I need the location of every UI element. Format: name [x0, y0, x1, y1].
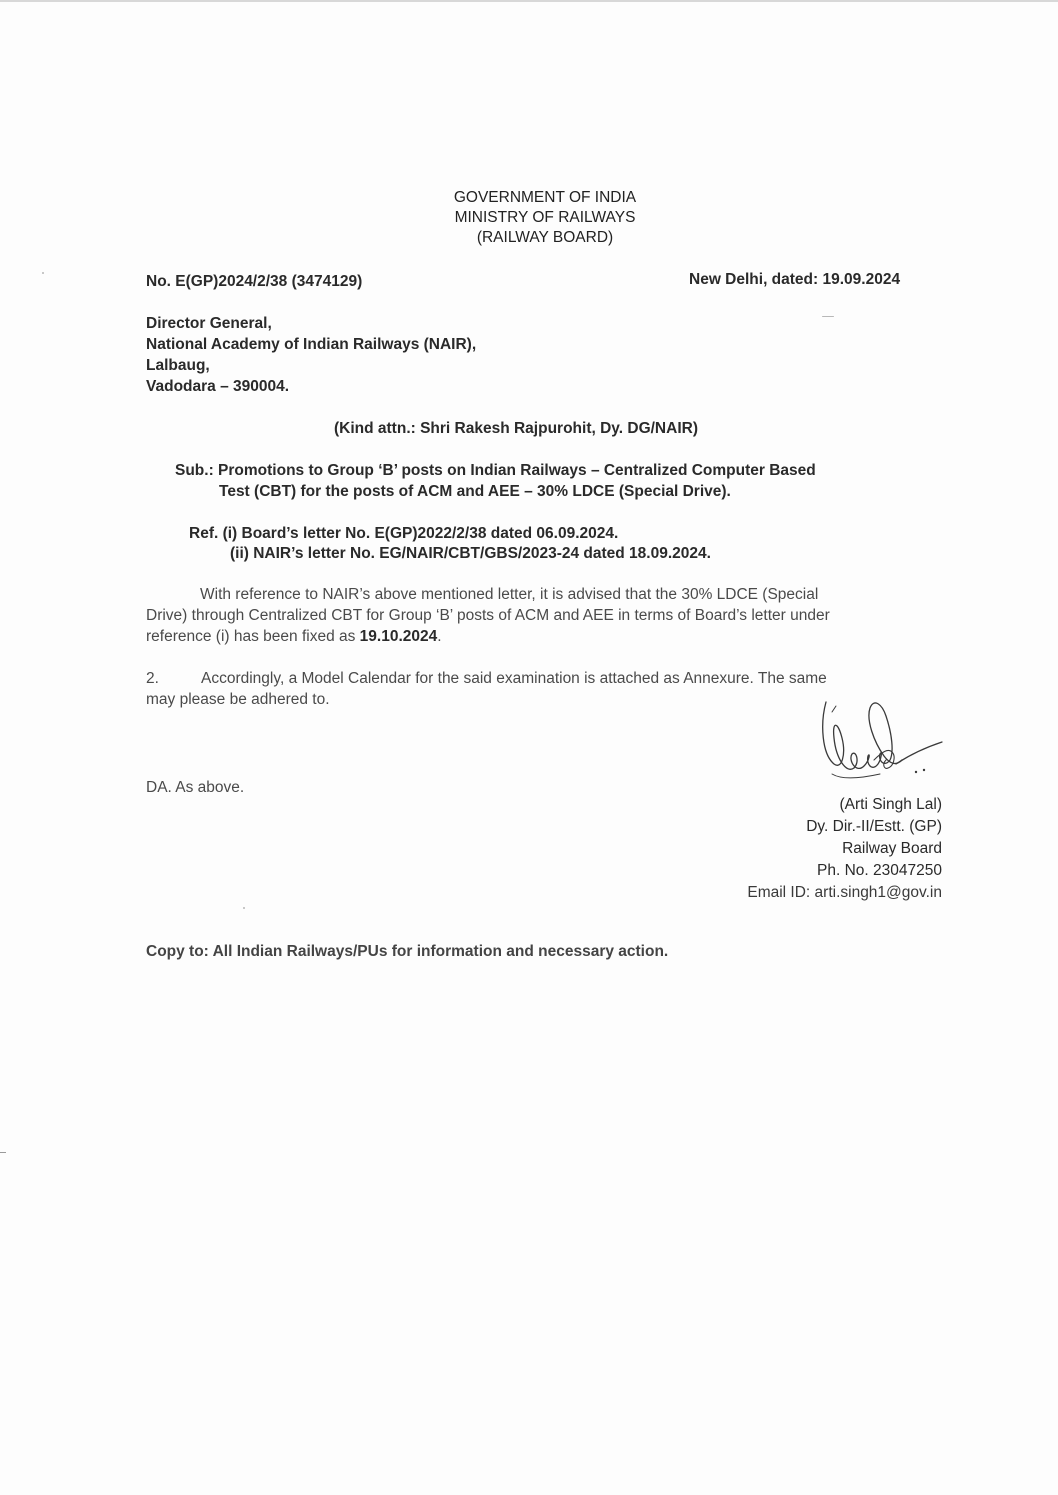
paragraph-number: 2. — [146, 670, 159, 687]
handwritten-signature — [812, 694, 952, 804]
signatory-name: (Arti Singh Lal) — [839, 796, 942, 813]
copy-to-line: Copy to: All Indian Railways/PUs for information and necessary action. — [146, 943, 669, 960]
paragraph-line: Accordingly, a Model Calendar for the said examination is attached as Annexure. The same — [201, 670, 827, 687]
signatory-phone: Ph. No. 23047250 — [817, 862, 942, 879]
subject-line: Sub.: Promotions to Group ‘B’ posts on Indian Railways – Centralized Computer Based — [175, 462, 816, 479]
addressee-line: Vadodara – 390004. — [146, 378, 290, 395]
paragraph-text: . — [437, 628, 442, 645]
paragraph-line — [146, 627, 442, 646]
reference-line: Ref. (i) Board’s letter No. E(GP)2022/2/38 dated 06.09.2024. — [189, 525, 619, 542]
kind-attention: (Kind attn.: Shri Rakesh Rajpurohit, Dy. DG/NAIR) — [334, 420, 698, 437]
letterhead — [380, 188, 710, 248]
fold-mark — [0, 1152, 6, 1153]
reference-line: (ii) NAIR’s letter No. EG/NAIR/CBT/GBS/2023-24 dated 18.09.2024. — [230, 545, 711, 562]
scan-edge — [0, 0, 1058, 2]
letterhead-government: GOVERNMENT OF INDIA — [453, 189, 637, 206]
addressee-line: Lalbaug, — [146, 357, 210, 374]
addressee-line: Director General, — [146, 315, 272, 332]
signatory-office: Railway Board — [842, 840, 942, 857]
paragraph-line: With reference to NAIR’s above mentioned letter, it is advised that the 30% LDCE (Special — [200, 586, 819, 603]
scan-speck — [42, 272, 44, 274]
signatory-designation: Dy. Dir.-II/Estt. (GP) — [806, 818, 942, 835]
addressee-line: National Academy of Indian Railways (NAIR), — [146, 336, 477, 353]
scan-speck — [243, 907, 245, 909]
letter-date: New Delhi, dated: 19.09.2024 — [689, 271, 901, 288]
paragraph-text: reference (i) has been fixed as — [146, 628, 360, 645]
letter-number: No. E(GP)2024/2/38 (3474129) — [146, 273, 363, 290]
letterhead-board: (RAILWAY BOARD) — [476, 229, 614, 246]
subject-line: Test (CBT) for the posts of ACM and AEE – 30% LDCE (Special Drive). — [219, 483, 731, 500]
signatory-block — [747, 794, 942, 904]
scan-speck — [822, 316, 834, 317]
paragraph-line: may please be adhered to. — [146, 691, 330, 708]
enclosure-note: DA. As above. — [146, 779, 245, 796]
paragraph-line: Drive) through Centralized CBT for Group ‘B’ posts of ACM and AEE in terms of Board’s letter under — [146, 607, 830, 624]
signatory-email: Email ID: arti.singh1@gov.in — [747, 884, 942, 901]
letterhead-ministry: MINISTRY OF RAILWAYS — [454, 209, 636, 226]
cbt-date: 19.10.2024 — [359, 628, 438, 645]
